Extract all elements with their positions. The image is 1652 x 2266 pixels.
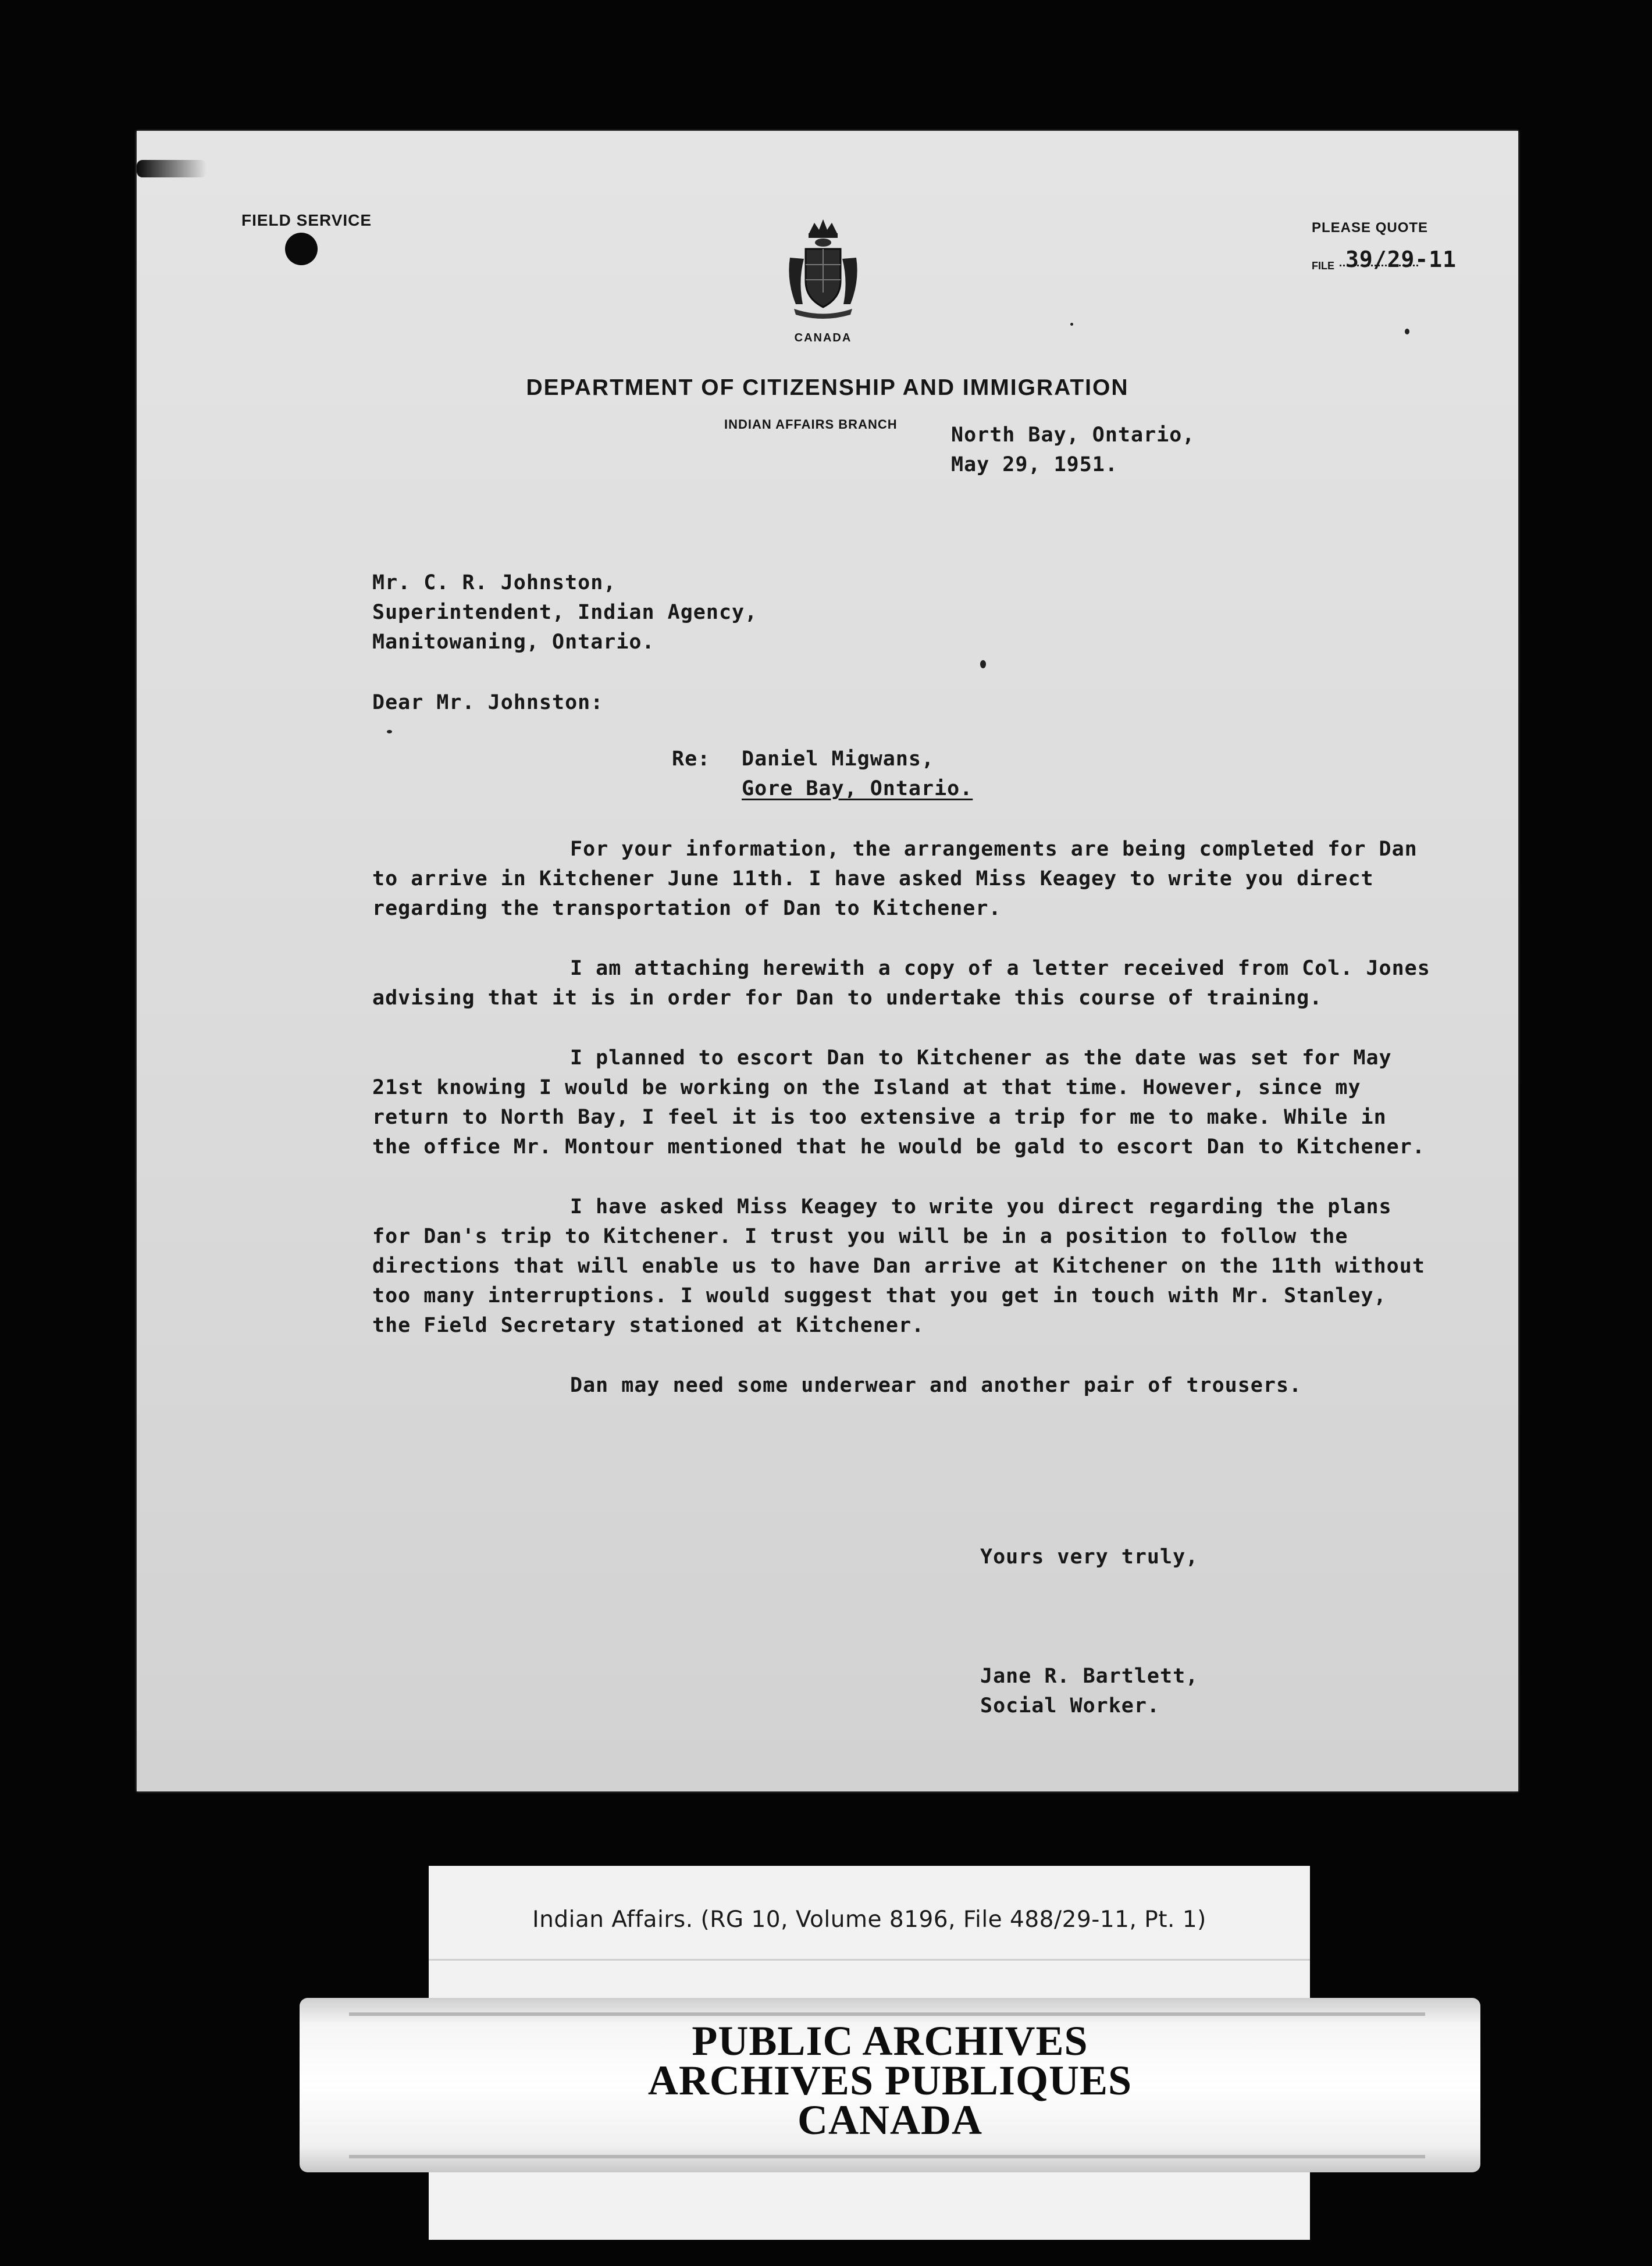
- department-title: DEPARTMENT OF CITIZENSHIP AND IMMIGRATION: [526, 375, 1129, 400]
- recipient-address: [372, 568, 757, 657]
- signer-name: Jane R. Bartlett,: [980, 1665, 1199, 1688]
- body-paragraph: I am attaching herewith a copy of a letter received from Col. Jones advising that it is in order for Dan to undertake this course of training.: [372, 957, 1430, 1010]
- subject-name: Daniel Migwans,: [742, 747, 935, 771]
- letter-body: [372, 835, 1437, 1431]
- stamp-line: CANADA: [797, 2097, 982, 2143]
- body-paragraph: Dan may need some underwear and another pair of trousers.: [570, 1374, 1302, 1397]
- recipient-location: Manitowaning, Ontario.: [372, 630, 655, 654]
- body-paragraph: I planned to escort Dan to Kitchener as the date was set for May 21st knowing I would be working on the Island at that time. However, since my return to North Bay, I feel it is too extensive a trip for me to make. While in the office Mr. Montour mentioned that he would be gald to escort Dan to Kitchener.: [372, 1046, 1425, 1159]
- canada-label: CANADA: [794, 332, 852, 344]
- field-service-label: FIELD SERVICE: [241, 211, 372, 229]
- band-edge-bottom: [349, 2155, 1425, 2158]
- subject-label: Re:: [672, 747, 711, 771]
- salutation: Dear Mr. Johnston:: [372, 691, 604, 714]
- stamp-line: PUBLIC ARCHIVES: [692, 2018, 1088, 2064]
- branch-label: INDIAN AFFAIRS BRANCH: [724, 417, 898, 432]
- letter-sheet: [137, 131, 1518, 1791]
- coat-of-arms-icon: [785, 217, 861, 319]
- body-paragraph: For your information, the arrangements are being completed for Dan to arrive in Kitchener June 11th. I have asked Miss Keagey to write you direct regarding the transportation of Dan to Kitchener.: [372, 838, 1418, 920]
- closing: Yours very truly,: [980, 1545, 1199, 1569]
- file-number: 39/29-11: [1345, 247, 1457, 272]
- stamp-line: ARCHIVES PUBLIQUES: [647, 2057, 1133, 2104]
- recipient-title: Superintendent, Indian Agency,: [372, 601, 758, 624]
- file-label: FILE: [1312, 260, 1334, 272]
- subject-place: Gore Bay, Ontario.: [742, 777, 973, 800]
- archive-stamp: [300, 2018, 1480, 2143]
- corner-smudge: [137, 160, 206, 177]
- recipient-name: Mr. C. R. Johnston,: [372, 571, 617, 594]
- signer-title: Social Worker.: [980, 1694, 1160, 1718]
- reference-rule: [429, 1959, 1310, 1961]
- letter-place: North Bay, Ontario,: [951, 423, 1195, 447]
- signature-block: [980, 1662, 1198, 1721]
- archive-reference: Indian Affairs. (RG 10, Volume 8196, File 488/29-11, Pt. 1): [532, 1907, 1206, 1933]
- place-date: [951, 421, 1195, 480]
- please-quote-label: PLEASE QUOTE: [1312, 220, 1429, 236]
- punch-hole: [285, 233, 318, 265]
- body-paragraph: I have asked Miss Keagey to write you direct regarding the plans for Dan's trip to Kitchener. I trust you will be in a position to follow the directions that will enable us to have Dan arrive at Kitchener on the 11th without too many interruptions. I would suggest that you get in touch with Mr. Stanley, the Field Secretary stationed at Kitchener.: [372, 1195, 1425, 1337]
- letter-date: May 29, 1951.: [951, 453, 1118, 476]
- band-edge-top: [349, 2012, 1425, 2016]
